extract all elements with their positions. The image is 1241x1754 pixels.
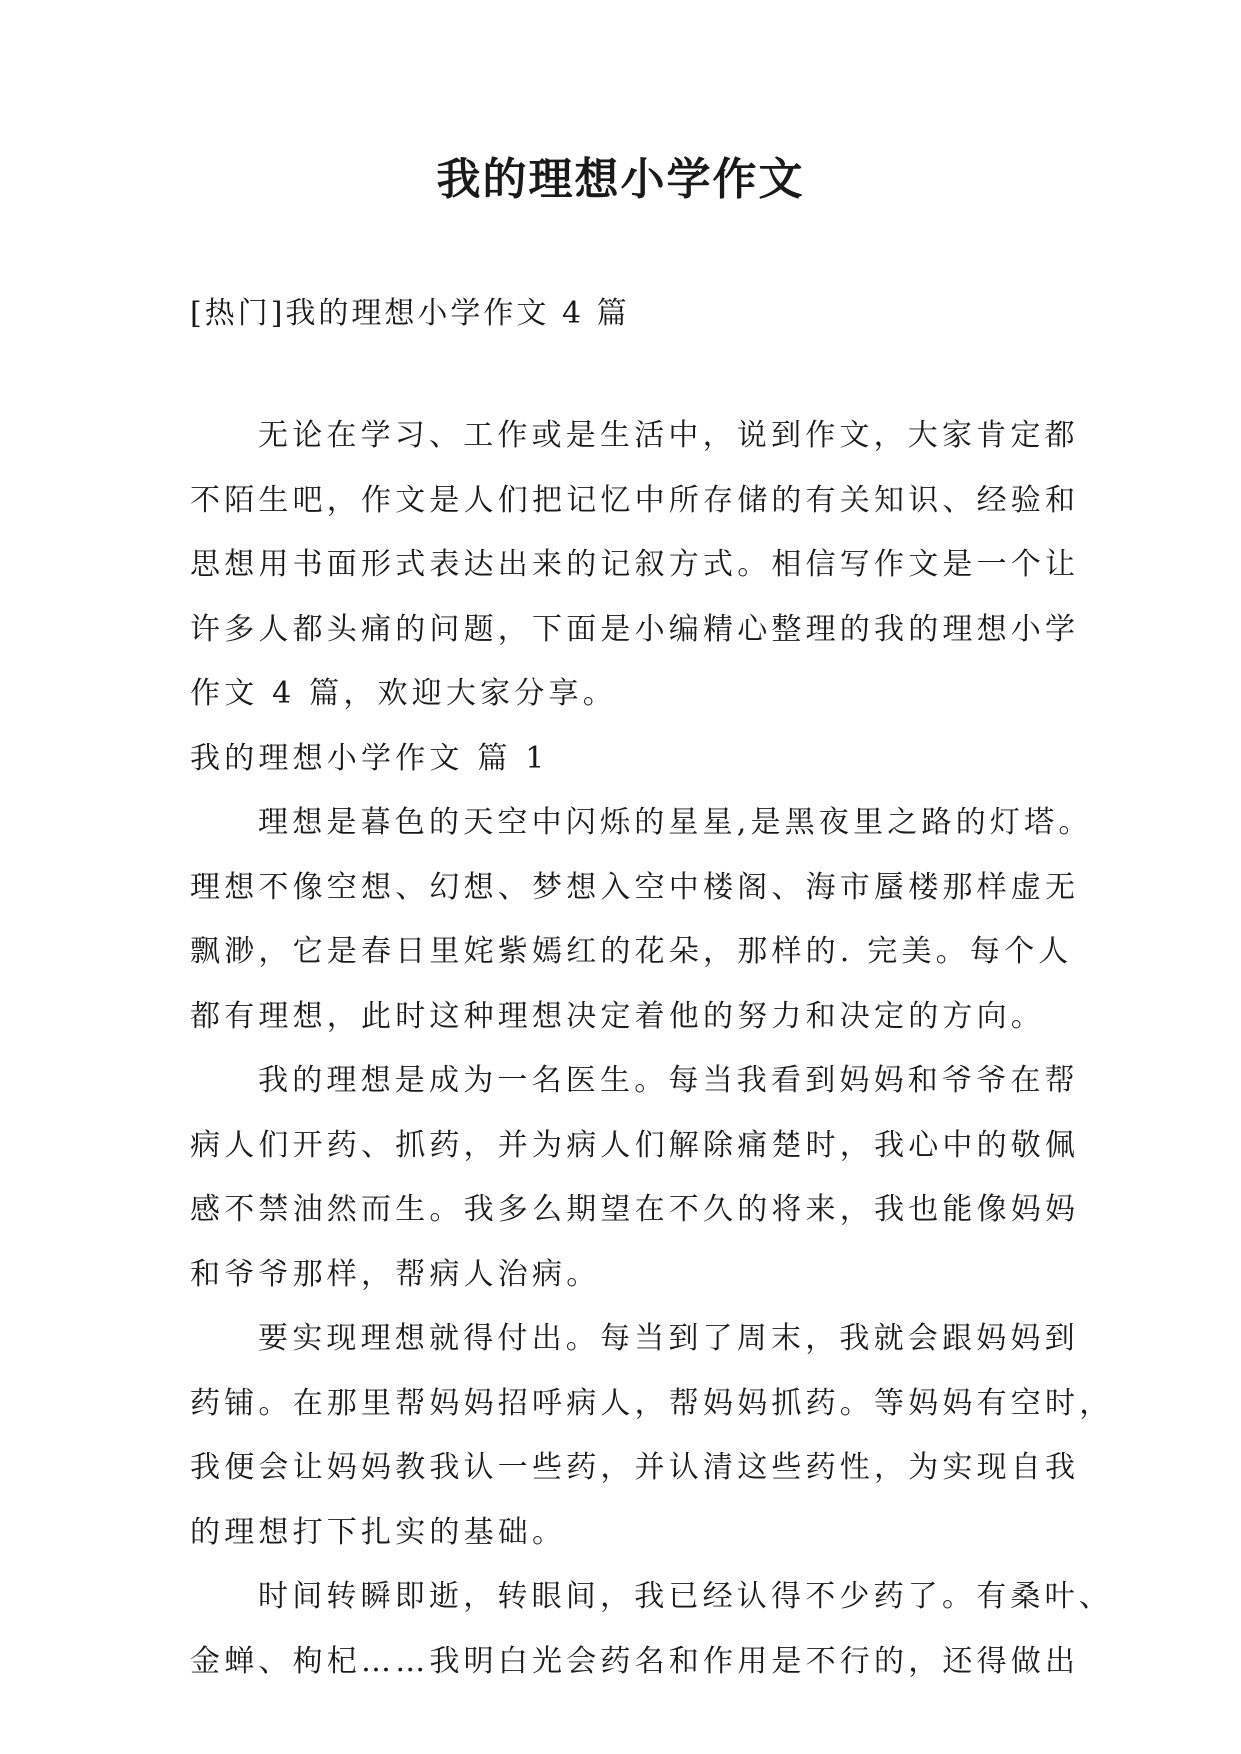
document-subtitle: [热门]我的理想小学作文 4 篇 <box>190 296 630 331</box>
body-line: 理想是暮色的天空中闪烁的星星,是黑夜里之路的灯塔。 <box>258 805 1093 840</box>
body-line: 我的理想是成为一名医生。每当我看到妈妈和爷爷在帮 <box>258 1063 1079 1098</box>
body-line: 都有理想，此时这种理想决定着他的努力和决定的方向。 <box>190 998 1045 1034</box>
body-line: 要实现理想就得付出。每当到了周末，我就会跟妈妈到 <box>258 1321 1079 1356</box>
body-line: 无论在学习、工作或是生活中，说到作文，大家肯定都 <box>258 418 1079 453</box>
body-line: 药铺。在那里帮妈妈招呼病人，帮妈妈抓药。等妈妈有空时， <box>190 1385 1114 1421</box>
document-title: 我的理想小学作文 <box>436 154 805 205</box>
body-line: 思想用书面形式表达出来的记叙方式。相信写作文是一个让 <box>190 547 1080 582</box>
body-line: 许多人都头痛的问题，下面是小编精心整理的我的理想小学 <box>190 611 1080 647</box>
body-line: 不陌生吧，作文是人们把记忆中所存储的有关知识、经验和 <box>190 482 1080 518</box>
body-line: 金蝉、枸杞……我明白光会药名和作用是不行的，还得做出 <box>190 1643 1080 1679</box>
body-line: 我便会让妈妈教我认一些药，并认清这些药性，为实现自我 <box>190 1450 1080 1485</box>
body-line: 作文 4 篇，欢迎大家分享。 <box>190 676 617 711</box>
body-line: 感不禁油然而生。我多么期望在不久的将来，我也能像妈妈 <box>190 1192 1080 1227</box>
section-heading: 我的理想小学作文 篇 1 <box>190 740 549 776</box>
body-line: 时间转瞬即逝，转眼间，我已经认得不少药了。有桑叶、 <box>258 1579 1113 1614</box>
body-line: 的理想打下扎实的基础。 <box>190 1514 567 1550</box>
body-line: 病人们开药、抓药，并为病人们解除痛楚时，我心中的敬佩 <box>190 1127 1080 1163</box>
body-line: 飘渺，它是春日里姹紫嫣红的花朵，那样的. 完美。每个人 <box>190 934 1073 969</box>
body-line: 和爷爷那样，帮病人治病。 <box>190 1256 601 1292</box>
body-line: 理想不像空想、幻想、梦想入空中楼阁、海市蜃楼那样虚无 <box>190 869 1080 905</box>
document-body <box>190 404 1114 1694</box>
